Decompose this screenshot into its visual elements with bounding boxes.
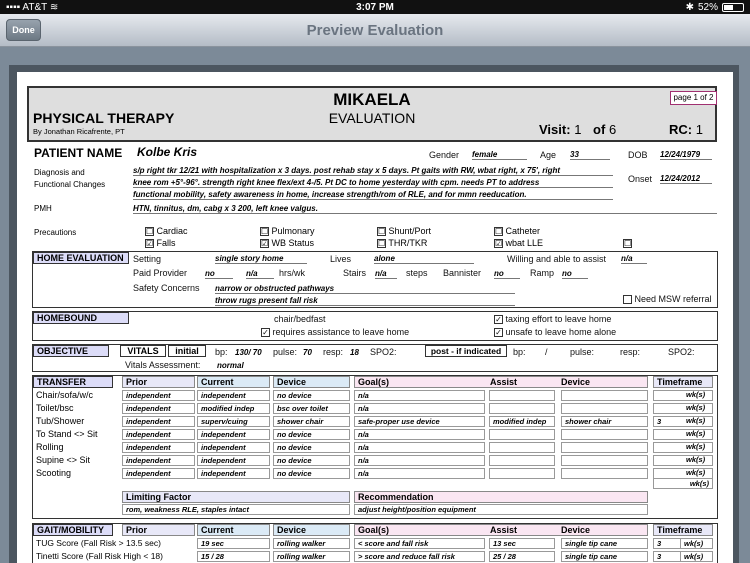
weeks-unit: wk(s) bbox=[686, 442, 706, 451]
goal-device-cell: single tip cane bbox=[561, 551, 648, 562]
device-cell: rolling walker bbox=[273, 538, 350, 549]
safety-line: throw rugs present fall risk bbox=[215, 296, 515, 306]
checkbox[interactable]: ☑ bbox=[146, 239, 154, 249]
patient-name-label: PATIENT NAME bbox=[34, 146, 123, 160]
assist-cell bbox=[489, 455, 555, 466]
vitals-assessment-value: normal bbox=[217, 361, 244, 370]
goal-cell: n/a bbox=[354, 429, 485, 440]
patient-first-name: MIKAELA bbox=[333, 90, 411, 109]
current-cell: 19 sec bbox=[197, 538, 270, 549]
goal-device-cell bbox=[561, 442, 648, 453]
home-evaluation-header: HOME EVALUATION bbox=[33, 252, 129, 264]
initial-header: initial bbox=[168, 345, 206, 357]
spo2-label: SPO2: bbox=[668, 347, 695, 357]
rc-count: RC: 1 bbox=[669, 122, 703, 137]
column-header: Timeframe bbox=[653, 376, 713, 388]
checkbox[interactable]: ☐ bbox=[378, 239, 386, 249]
assist-cell: modified indep bbox=[489, 416, 555, 427]
prior-cell: independent bbox=[122, 442, 195, 453]
weeks-unit: wk(s) bbox=[681, 538, 713, 549]
homebound-header: HOMEBOUND bbox=[33, 312, 129, 324]
goal-device-cell: single tip cane bbox=[561, 538, 648, 549]
recommendation-label: Recommendation bbox=[354, 491, 648, 503]
vitals-assessment-label: Vitals Assessment: bbox=[125, 360, 201, 370]
current-cell: independent bbox=[197, 390, 270, 401]
weeks-unit: wk(s) bbox=[686, 468, 706, 477]
evaluation-page[interactable] bbox=[17, 72, 733, 563]
bannister-value: no bbox=[494, 269, 520, 279]
vitals-header: VITALS bbox=[120, 345, 166, 357]
goal-cell: n/a bbox=[354, 442, 485, 453]
checkbox[interactable]: ☐ bbox=[378, 227, 386, 237]
bp-label: bp: bbox=[215, 347, 228, 357]
ramp-label: Ramp bbox=[530, 268, 555, 278]
pulse-label: pulse: bbox=[570, 347, 595, 357]
device-cell: no device bbox=[273, 442, 350, 453]
column-header: Device bbox=[273, 376, 350, 388]
weeks-unit: wk(s) bbox=[686, 416, 706, 425]
goal-cell: n/a bbox=[354, 455, 485, 466]
objective-header: OBJECTIVE bbox=[33, 345, 109, 357]
checkbox[interactable]: ☐ bbox=[624, 239, 632, 249]
discipline-title: PHYSICAL THERAPY bbox=[33, 110, 175, 126]
current-cell: independent bbox=[197, 442, 270, 453]
functional-label: Functional Changes bbox=[34, 180, 106, 189]
willing-label: Willing and able to assist bbox=[507, 254, 607, 264]
current-cell: independent bbox=[197, 429, 270, 440]
prior-cell: independent bbox=[122, 468, 195, 479]
weeks-unit: wk(s) bbox=[686, 455, 706, 464]
row-label: To Stand <> Sit bbox=[36, 429, 98, 439]
device-cell: rolling walker bbox=[273, 551, 350, 562]
precaution-label: Shunt/Port bbox=[388, 226, 432, 236]
row-label: Scooting bbox=[36, 468, 72, 478]
bannister-label: Bannister bbox=[443, 268, 482, 278]
diagnosis-line: s/p right tkr 12/21 with hospitalization x 3 days. post rehab stay x 5 days. Pt gaits with RW, wbat right, x 75', right bbox=[133, 166, 613, 176]
bluetooth-icon: ✱ bbox=[685, 1, 694, 13]
gait-header: GAIT/MOBILITY bbox=[33, 524, 113, 536]
goal-device-cell bbox=[561, 468, 648, 479]
device-cell: no device bbox=[273, 468, 350, 479]
homebound-item: chair/bedfast bbox=[274, 314, 326, 324]
setting-value: single story home bbox=[215, 254, 307, 264]
assist-cell bbox=[489, 403, 555, 414]
timeframe-cell: 3 bbox=[653, 416, 713, 427]
battery-icon bbox=[722, 3, 744, 12]
weeks-unit: wk(s) bbox=[681, 551, 713, 562]
goal-cell: safe-proper use device bbox=[354, 416, 485, 427]
lives-value: alone bbox=[374, 254, 474, 264]
checkbox[interactable]: ☐ bbox=[261, 227, 269, 237]
clock: 3:07 PM bbox=[356, 1, 394, 13]
dob-value: 12/24/1979 bbox=[660, 150, 712, 160]
eval-title: EVALUATION bbox=[328, 110, 416, 126]
hours-value: n/a bbox=[246, 269, 274, 279]
diagnosis-line: knee rom +5°-96°. strength right knee flex/ext 4-/5. Pt DC to home yesterday with cpm. needs PT to address bbox=[133, 178, 613, 188]
goal-cell: n/a bbox=[354, 468, 485, 479]
goal-device-cell bbox=[561, 390, 648, 401]
checkbox[interactable]: ☑ bbox=[495, 239, 503, 249]
resp-label: resp: bbox=[620, 347, 641, 357]
row-label: Rolling bbox=[36, 442, 64, 452]
timeframe-cell: 3 bbox=[653, 551, 681, 562]
column-header: Prior bbox=[122, 524, 195, 536]
goal-device-cell bbox=[561, 429, 648, 440]
column-header: Current bbox=[197, 376, 270, 388]
page-indicator: page 1 of 2 bbox=[670, 91, 717, 105]
ramp-value: no bbox=[562, 269, 588, 279]
device-cell: bsc over toilet bbox=[273, 403, 350, 414]
hours-label: hrs/wk bbox=[279, 268, 306, 278]
onset-value: 12/24/2012 bbox=[660, 174, 712, 184]
timeframe-cell: 3 bbox=[653, 538, 681, 549]
limiting-factor-value: rom, weakness RLE, staples intact bbox=[122, 504, 350, 515]
checkbox[interactable]: ✓ bbox=[495, 328, 502, 338]
checkbox[interactable]: ☐ bbox=[495, 227, 503, 237]
pmh-value: HTN, tinnitus, dm, cabg x 3 200, left knee valgus. bbox=[133, 204, 717, 214]
prior-cell: independent bbox=[122, 403, 195, 414]
current-cell: superv/cuing bbox=[197, 416, 270, 427]
column-header: Timeframe bbox=[653, 524, 713, 536]
column-header: Current bbox=[197, 524, 270, 536]
carrier: ▪▪▪▪ AT&T ≋ bbox=[6, 1, 59, 13]
goal-device-cell: shower chair bbox=[561, 416, 648, 427]
assist-cell bbox=[489, 442, 555, 453]
goal-cell: > score and reduce fall risk bbox=[354, 551, 485, 562]
stairs-label: Stairs bbox=[343, 268, 367, 278]
bp-label: bp: bbox=[513, 347, 526, 357]
assist-cell bbox=[489, 390, 555, 401]
safety-label: Safety Concerns bbox=[133, 283, 200, 293]
weeks-unit: wk(s) bbox=[686, 390, 706, 399]
device-cell: no device bbox=[273, 429, 350, 440]
goal-cell: n/a bbox=[354, 403, 485, 414]
prior-cell: independent bbox=[122, 416, 195, 427]
recommendation-value: adjust height/position equipment bbox=[354, 504, 648, 515]
gender-value: female bbox=[472, 150, 527, 160]
assist-cell bbox=[489, 468, 555, 479]
row-label: Tinetti Score (Fall Risk High < 18) bbox=[36, 551, 163, 561]
dob-label: DOB bbox=[628, 150, 648, 160]
willing-value: n/a bbox=[621, 254, 647, 264]
weeks-unit: wk(s) bbox=[686, 403, 706, 412]
done-button[interactable]: Done bbox=[6, 19, 41, 41]
goal-cell: < score and fall risk bbox=[354, 538, 485, 549]
visit-count: Visit: 1 of 6 bbox=[539, 122, 617, 137]
bp-value: 130/ 70 bbox=[235, 348, 262, 357]
wifi-icon: ≋ bbox=[49, 1, 59, 13]
setting-label: Setting bbox=[133, 254, 162, 264]
assist-cell bbox=[489, 429, 555, 440]
row-label: Toilet/bsc bbox=[36, 403, 74, 413]
precaution-label: WB Status bbox=[271, 238, 315, 248]
precautions-label: Precautions bbox=[34, 228, 77, 237]
therapist: By Jonathan Ricafrente, PT bbox=[33, 127, 125, 136]
assist-cell: 13 sec bbox=[489, 538, 555, 549]
diagnosis-line: functional mobility, safety awareness in home, increase strength/rom of RLE, and for mmn reeducation. bbox=[133, 190, 613, 200]
nav-bar bbox=[0, 14, 750, 47]
precaution-label: wbat LLE bbox=[505, 238, 544, 248]
device-cell: no device bbox=[273, 390, 350, 401]
age-label: Age bbox=[540, 150, 557, 160]
goals-column-header: Goal(s) Assist Device bbox=[354, 524, 648, 536]
prior-cell: independent bbox=[122, 390, 195, 401]
current-cell: independent bbox=[197, 468, 270, 479]
goals-column-header: Goal(s) Assist Device bbox=[354, 376, 648, 388]
battery-percent: 52% bbox=[697, 1, 718, 13]
transfer-header: TRANSFER bbox=[33, 376, 113, 388]
msw-checkbox[interactable] bbox=[623, 295, 632, 304]
pmh-label: PMH bbox=[34, 204, 52, 213]
diagnosis-label: Diagnosis and bbox=[34, 168, 85, 177]
current-cell: 15 / 28 bbox=[197, 551, 270, 562]
precaution-label: Catheter bbox=[505, 226, 541, 236]
goal-device-cell bbox=[561, 403, 648, 414]
current-cell: independent bbox=[197, 455, 270, 466]
device-cell: no device bbox=[273, 455, 350, 466]
provider-value: no bbox=[205, 269, 233, 279]
row-label: Tub/Shower bbox=[36, 416, 85, 426]
lives-label: Lives bbox=[330, 254, 352, 264]
row-label: TUG Score (Fall Risk > 13.5 sec) bbox=[36, 538, 161, 548]
goal-device-cell bbox=[561, 455, 648, 466]
prior-cell: independent bbox=[122, 429, 195, 440]
checkbox[interactable]: ✓ bbox=[262, 328, 269, 338]
safety-line: narrow or obstructed pathways bbox=[215, 284, 515, 294]
gender-label: Gender bbox=[429, 150, 460, 160]
stairs-value: n/a bbox=[375, 269, 397, 279]
goal-cell: n/a bbox=[354, 390, 485, 401]
homebound-item: taxing effort to leave home bbox=[505, 314, 612, 324]
prior-cell: independent bbox=[122, 455, 195, 466]
onset-label: Onset bbox=[628, 174, 653, 184]
msw-label: Need MSW referral bbox=[634, 294, 712, 304]
status-bar bbox=[0, 0, 750, 14]
form-header bbox=[27, 86, 717, 142]
bp-value: / bbox=[545, 347, 548, 357]
homebound-item: unsafe to leave home alone bbox=[505, 327, 617, 337]
resp-label: resp: bbox=[323, 347, 344, 357]
column-header: Device bbox=[273, 524, 350, 536]
age-value: 33 bbox=[570, 150, 610, 160]
homebound-item: requires assistance to leave home bbox=[272, 327, 410, 337]
resp-value: 18 bbox=[350, 348, 359, 357]
current-cell: modified indep bbox=[197, 403, 270, 414]
checkbox[interactable]: ✓ bbox=[495, 315, 502, 325]
pulse-label: pulse: bbox=[273, 347, 298, 357]
limiting-factor-label: Limiting Factor bbox=[122, 491, 350, 503]
nav-title: Preview Evaluation bbox=[306, 21, 444, 39]
timeframe-cell: wk(s) bbox=[653, 478, 713, 489]
column-header: Prior bbox=[122, 376, 195, 388]
precaution-label: Pulmonary bbox=[271, 226, 315, 236]
assist-cell: 25 / 28 bbox=[489, 551, 555, 562]
device-cell: shower chair bbox=[273, 416, 350, 427]
weeks-unit: wk(s) bbox=[686, 429, 706, 438]
spo2-label: SPO2: bbox=[370, 347, 397, 357]
checkbox[interactable]: ☑ bbox=[261, 239, 269, 249]
precaution-label: Falls bbox=[156, 238, 176, 248]
patient-name: Kolbe Kris bbox=[137, 145, 198, 159]
row-label: Chair/sofa/w/c bbox=[36, 390, 94, 400]
pulse-value: 70 bbox=[303, 348, 312, 357]
checkbox[interactable]: ☐ bbox=[146, 227, 154, 237]
provider-label: Paid Provider bbox=[133, 268, 188, 278]
row-label: Supine <> Sit bbox=[36, 455, 91, 465]
post-vitals-header: post - if indicated bbox=[425, 345, 507, 357]
steps-label: steps bbox=[406, 268, 428, 278]
precaution-label: Cardiac bbox=[156, 226, 188, 236]
precaution-label: THR/TKR bbox=[388, 238, 428, 248]
